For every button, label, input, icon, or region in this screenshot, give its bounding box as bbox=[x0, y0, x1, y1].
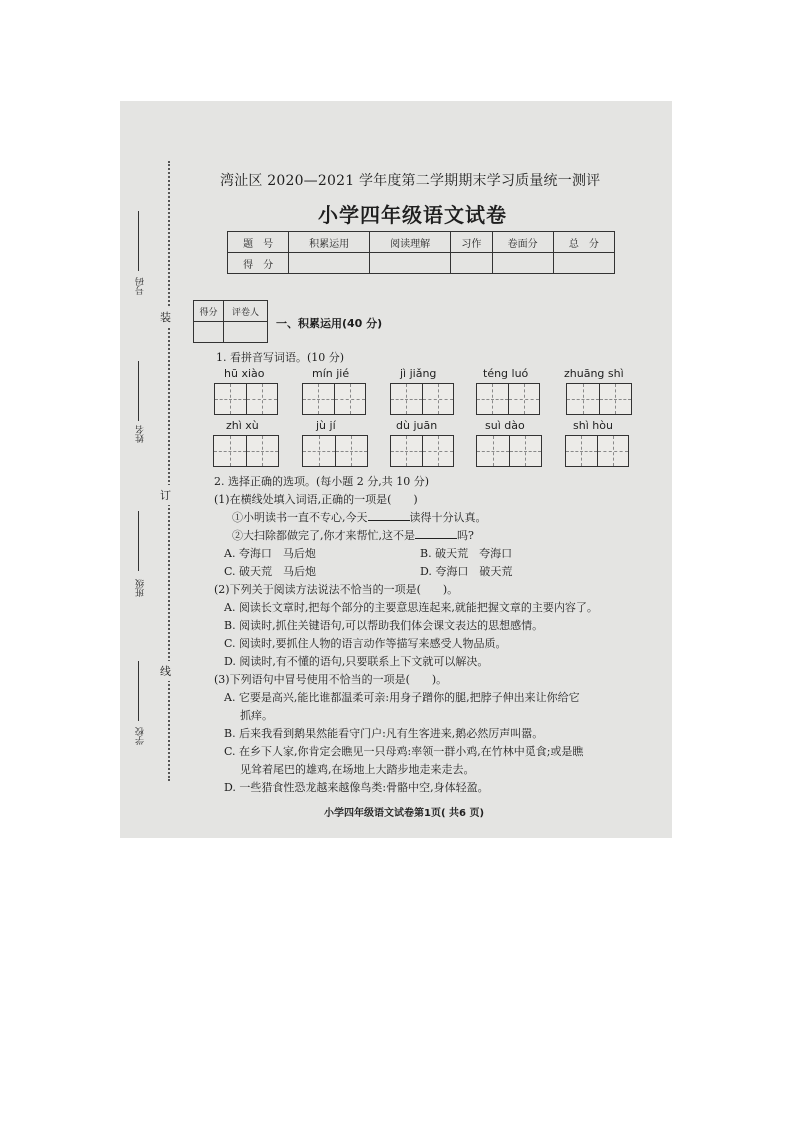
grader-name-label: 评卷人 bbox=[223, 301, 267, 322]
char-box[interactable] bbox=[214, 383, 278, 415]
score-row-label: 得 分 bbox=[228, 253, 289, 274]
fill-blank[interactable] bbox=[415, 528, 457, 539]
q2-sub2-stem: (2)下列关于阅读方法说法不恰当的一项是( )。 bbox=[214, 583, 459, 596]
pinyin: jù jí bbox=[316, 419, 336, 432]
binding-char-ding: 订 bbox=[160, 485, 171, 505]
score-cell[interactable] bbox=[289, 253, 370, 274]
binding-label-class: 班级 bbox=[136, 579, 146, 597]
score-header-cell: 卷面分 bbox=[492, 232, 553, 253]
pinyin: dù juān bbox=[396, 419, 438, 432]
option-b[interactable]: B. 阅读时,抓住关键语句,可以帮助我们体会课文表达的思想感情。 bbox=[224, 619, 544, 632]
option-c[interactable]: C. 在乡下人家,你肯定会瞧见一只母鸡:率领一群小鸡,在竹林中觅食;或是瞧 bbox=[224, 745, 584, 758]
score-header-cell: 习作 bbox=[451, 232, 492, 253]
option-d[interactable]: D. 夸海口 破天荒 bbox=[420, 565, 513, 578]
fill-blank[interactable] bbox=[368, 510, 410, 521]
option-a[interactable]: A. 夸海口 马后炮 bbox=[224, 547, 316, 560]
pinyin: shì hòu bbox=[573, 419, 613, 432]
binding-underline-1 bbox=[138, 211, 139, 271]
section-1-title: 一、积累运用(40 分) bbox=[276, 317, 383, 330]
binding-label-name: 姓名 bbox=[136, 425, 146, 443]
binding-underline-2 bbox=[138, 361, 139, 421]
binding-underline-4 bbox=[138, 661, 139, 721]
option-c-continued: 见耸着尾巴的雄鸡,在场地上大踏步地走来走去。 bbox=[240, 763, 475, 776]
char-box[interactable] bbox=[302, 383, 366, 415]
char-box[interactable] bbox=[476, 435, 542, 467]
binding-label-number: 号码 bbox=[136, 277, 146, 295]
grader-score-label: 得分 bbox=[194, 301, 224, 322]
q2-prompt: 2. 选择正确的选项。(每小题 2 分,共 10 分) bbox=[214, 475, 430, 488]
exam-header: 湾沚区 2020—2021 学年度第二学期期末学习质量统一测评 bbox=[220, 173, 601, 189]
char-box[interactable] bbox=[390, 383, 454, 415]
option-c[interactable]: C. 破天荒 马后炮 bbox=[224, 565, 317, 578]
score-cell[interactable] bbox=[553, 253, 614, 274]
score-cell[interactable] bbox=[451, 253, 492, 274]
char-box[interactable] bbox=[213, 435, 279, 467]
sentence-text: ①小明读书一直不专心,今天 bbox=[232, 511, 368, 524]
option-a[interactable]: A. 它要是高兴,能比谁都温柔可亲:用身子蹭你的腿,把脖子伸出来让你给它 bbox=[224, 691, 580, 704]
pinyin: zhuāng shì bbox=[564, 367, 624, 380]
pinyin: téng luó bbox=[483, 367, 529, 380]
char-box[interactable] bbox=[476, 383, 540, 415]
pinyin: hū xiào bbox=[224, 367, 265, 380]
grader-name-cell[interactable] bbox=[223, 322, 267, 343]
binding-char-xian: 线 bbox=[160, 661, 171, 681]
pinyin: zhì xù bbox=[226, 419, 259, 432]
q2-sub1-stem: (1)在横线处填入词语,正确的一项是( ) bbox=[214, 493, 418, 506]
option-d[interactable]: D. 一些猎食性恐龙越来越像鸟类:骨骼中空,身体轻盈。 bbox=[224, 781, 489, 794]
q2-sub1-sentence-1 bbox=[232, 509, 487, 525]
char-box[interactable] bbox=[566, 383, 632, 415]
binding-dotted-line bbox=[168, 161, 170, 781]
pinyin: suì dào bbox=[485, 419, 525, 432]
exam-title: 小学四年级语文试卷 bbox=[318, 203, 507, 227]
grader-box bbox=[193, 300, 268, 343]
sentence-text: 读得十分认真。 bbox=[409, 511, 487, 524]
option-a-continued: 抓痒。 bbox=[240, 709, 273, 722]
binding-char-zhuang: 装 bbox=[160, 307, 171, 327]
sentence-text: 吗? bbox=[457, 529, 474, 542]
pinyin: jì jiǎng bbox=[400, 367, 437, 380]
q2-sub1-sentence-2 bbox=[232, 527, 474, 543]
score-header-cell: 积累运用 bbox=[289, 232, 370, 253]
score-table bbox=[227, 231, 615, 274]
q1-prompt: 1. 看拼音写词语。(10 分) bbox=[216, 351, 345, 364]
option-c[interactable]: C. 阅读时,要抓住人物的语言动作等描写来感受人物品质。 bbox=[224, 637, 507, 650]
score-header-cell: 总 分 bbox=[553, 232, 614, 253]
option-b[interactable]: B. 后来我看到鹅果然能看守门户:凡有生客进来,鹅必然厉声叫嚣。 bbox=[224, 727, 544, 740]
option-a[interactable]: A. 阅读长文章时,把每个部分的主要意思连起来,就能把握文章的主要内容了。 bbox=[224, 601, 598, 614]
pinyin: mín jié bbox=[312, 367, 350, 380]
page-footer: 小学四年级语文试卷第1页( 共6 页) bbox=[324, 808, 485, 819]
score-header-cell: 题 号 bbox=[228, 232, 289, 253]
binding-underline-3 bbox=[138, 511, 139, 571]
char-box[interactable] bbox=[390, 435, 454, 467]
option-b[interactable]: B. 破天荒 夸海口 bbox=[420, 547, 513, 560]
score-header-cell: 阅读理解 bbox=[370, 232, 451, 253]
binding-label-school: 学校 bbox=[136, 727, 146, 745]
q2-sub3-stem: (3)下列语句中冒号使用不恰当的一项是( )。 bbox=[214, 673, 448, 686]
char-box[interactable] bbox=[302, 435, 368, 467]
char-box[interactable] bbox=[565, 435, 629, 467]
score-cell[interactable] bbox=[370, 253, 451, 274]
scanned-exam-photo bbox=[120, 101, 672, 838]
grader-score-cell[interactable] bbox=[194, 322, 224, 343]
score-cell[interactable] bbox=[492, 253, 553, 274]
option-d[interactable]: D. 阅读时,有不懂的语句,只要联系上下文就可以解决。 bbox=[224, 655, 489, 668]
sentence-text: ②大扫除都做完了,你才来帮忙,这不是 bbox=[232, 529, 415, 542]
